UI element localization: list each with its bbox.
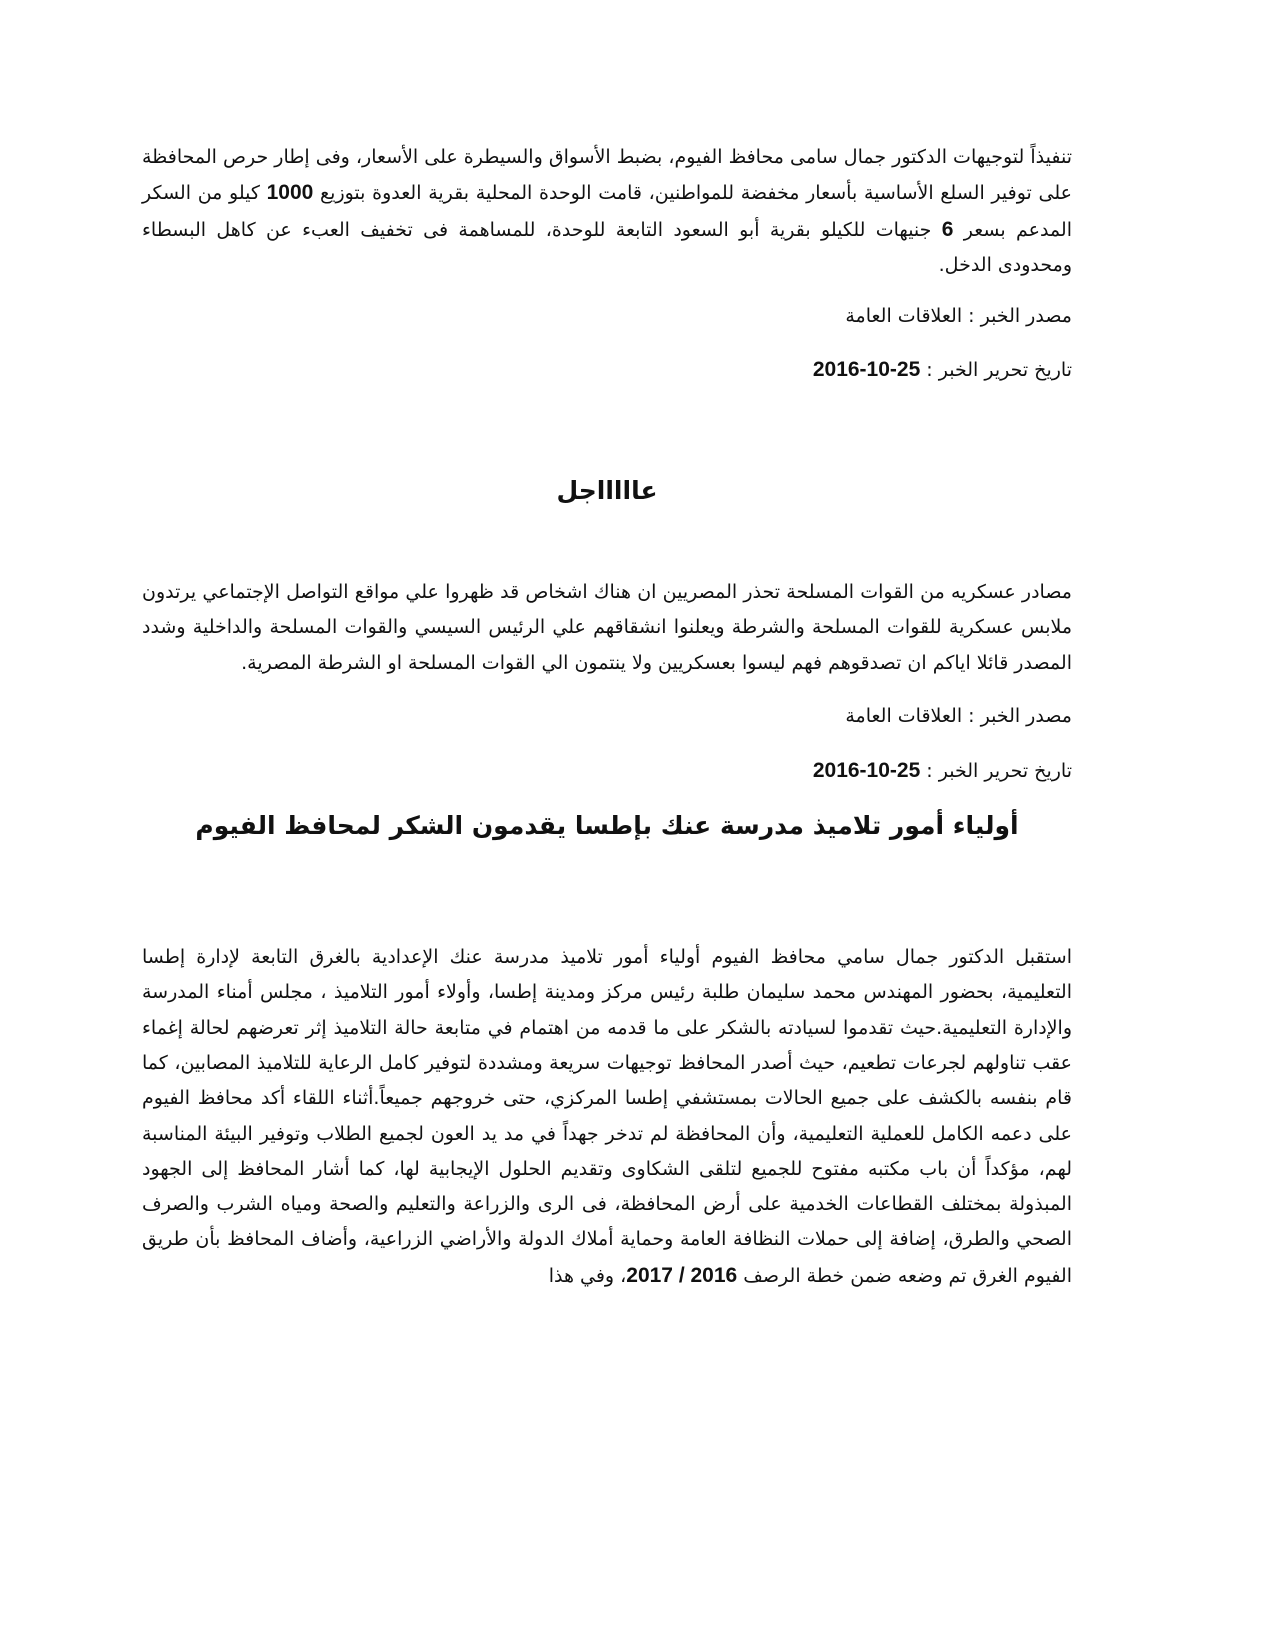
article-1-source: مصدر الخبر : العلاقات العامة [845,305,1072,328]
article-1-body-text-a: تنفيذاً لتوجيهات الدكتور جمال سامى محافظ الفيوم، بضبط الأسواق والسيطرة على الأسعار، وفى إطار حرص المحافظة على توفير السلع الأساسية بأسعار مخفضة للمواطنين، قامت الوحدة المحلية بقرية العدوة بتوزيع [142,146,1072,205]
article-2-date-value: 2016-10-25 [812,759,921,783]
plan-year-separator: / [672,1263,691,1287]
article-2-date-label: تاريخ تحرير الخبر : [920,760,1072,783]
article-2-body: مصادر عسكريه من القوات المسلحة تحذر المصريين ان هناك اشخاص قد ظهروا علي مواقع التواصل الإجتماعي يرتدون ملابس عسكرية للقوات المسلحة والشرطة ويعلنوا انشقاقهم علي الرئيس السيسي والقوات المسلحة والداخلية وشدد المصدر قائلا اياكم ان تصدقوهم فهم ليسوا بعسكريين ولا ينتمون الي القوات المسلحة او الشرطة المصرية. [142,581,1072,674]
plan-year-end: 2017 [626,1263,673,1287]
article-2-source: مصدر الخبر : العلاقات العامة [845,705,1072,728]
document-page [142,140,1072,1294]
sugar-price: 6 [941,217,954,241]
article-1-date [142,355,1072,385]
article-3-body [142,940,1072,1294]
article-1-body-text-b: كيلو من السكر المدعم بسعر [142,182,1072,241]
article-2-title: عاااااجل [556,476,658,506]
article-1-body-text-c: جنيهات للكيلو بقرية أبو السعود التابعة للوحدة، للمساهمة فى تخفيف العبء عن كاهل البسطاء ومحدودى الدخل. [142,218,1072,276]
article-3-body-text-b: ، وفي هذا [548,1264,627,1287]
article-3-body-text-a: استقبل الدكتور جمال سامي محافظ الفيوم أولياء أمور تلاميذ مدرسة عنك الإعدادية بالغرق التابعة لإدارة إطسا التعليمية، بحضور المهندس محمد سليمان طلبة رئيس مركز ومدينة إطسا، وأولاء أمور التلاميذ ، مجلس أمناء المدرسة والإدارة التعليمية.حيث تقدموا لسيادته بالشكر على ما قدمه من اهتمام في متابعة حالة التلاميذ إثر تعرضهم لحالة إغماء عقب تناولهم لجرعات تطعيم، حيث أصدر المحافظ توجيهات سريعة ومشددة لتوفير كامل الرعاية للتلاميذ المصابين، كما قام بنفسه بالكشف على جميع الحالات بمستشفي إطسا المركزي، حتى خروجهم جميعاً.أثناء اللقاء أكد محافظ الفيوم على دعمه الكامل للعملية التعليمية، وأن المحافظة لم تدخر جهداً في مد يد العون لجميع الطلاب وتوفير البيئة المناسبة لهم، مؤكداً أن باب مكتبه مفتوح للجميع لتلقى الشكاوى وتقديم الحلول الإيجابية لها، كما أشار المحافظ إلى الجهود المبذولة بمختلف القطاعات الخدمية على أرض المحافظة، فى الرى والزراعة والتعليم والصحة ومياه الشرب والصرف الصحي والطرق، إضافة إلى حملات النظافة العامة وحماية أملاك الدولة والأراضي الزراعية، وأضاف المحافظ بأن طريق الفيوم الغرق تم وضعه ضمن خطة الرصف [142,946,1072,1287]
sugar-quantity: 1000 [266,181,314,205]
plan-year-start: 2016 [690,1263,738,1287]
article-3-title: أولياء أمور تلاميذ مدرسة عنك بإطسا يقدمون الشكر لمحافظ الفيوم [195,811,1019,841]
article-1-body [142,140,1072,283]
article-1-date-value: 2016-10-25 [812,358,921,382]
article-2-date [142,756,1072,786]
article-1-date-label: تاريخ تحرير الخبر : [920,359,1072,382]
